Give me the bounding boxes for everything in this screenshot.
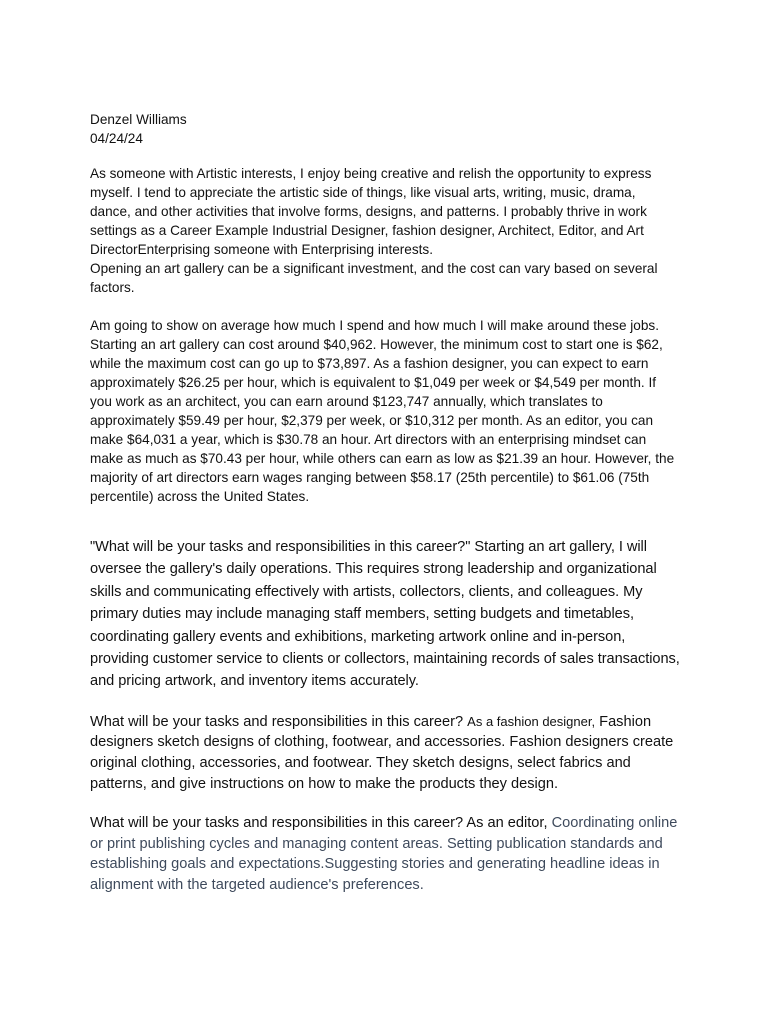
intro-paragraph: As someone with Artistic interests, I enjoy being creative and relish the opportunity to express myself. I tend to appreciate the artistic side of things, like visual arts, writing, music, drama, dance, and other activities that involve forms, designs, and patterns. I probably thrive in work settings as a Career Example Industrial Designer, fashion designer, Architect, Editor, and Art DirectorEnterprising someone with Enterprising interests.: [90, 166, 652, 257]
document-page: [90, 110, 680, 896]
spacer: [90, 148, 680, 164]
fashion-duties: Fashion designers sketch designs of clothing, footwear, and accessories. Fashion designers create original clothing, accessories, and footwear. They sketch designs, select fabrics and patterns, and give instructions on how to make the products they design.: [90, 713, 674, 792]
editor-question: What will be your tasks and responsibilities in this career? As an editor,: [90, 815, 552, 832]
editor-duties: Coordinating online or print publishing cycles and managing content areas. Setting publication standards and establishing goals and expectations.Suggesting stories and generating headline ideas in alignment with the targeted audience's preferences.: [90, 815, 678, 893]
author-name: Denzel Williams: [90, 112, 187, 127]
spacer: [90, 506, 680, 536]
earnings-paragraph: Am going to show on average how much I spend and how much I will make around these jobs. Starting an art gallery can cost around $40,962. However, the minimum cost to start one is $62, while the maximum cost can go up to $73,897. As a fashion designer, you can expect to earn approximately $26.25 per hour, which is equivalent to $1,049 per week or $4,549 per month. If you work as an architect, you can earn around $123,747 annually, which translates to approximately $59.49 per hour, $2,379 per week, or $10,312 per month. As an editor, you can make $64,031 a year, which is $30.78 an hour. Art directors with an enterprising mindset can make as much as $70.43 per hour, while others can earn as low as $21.39 an hour. However, the majority of art directors earn wages ranging between $58.17 (25th percentile) to $61.06 (75th percentile) across the United States.: [90, 318, 675, 504]
spacer: [90, 297, 680, 316]
document-date: 04/24/24: [90, 131, 143, 146]
fashion-responsibilities-paragraph: [90, 712, 680, 794]
spacer: [90, 794, 680, 813]
fashion-role-label: As a fashion designer,: [467, 713, 596, 729]
spacer: [90, 693, 680, 712]
intro-cost-paragraph: Opening an art gallery can be a significant investment, and the cost can vary based on several factors.: [90, 261, 658, 295]
editor-responsibilities-paragraph: [90, 813, 680, 895]
gallery-responsibilities-paragraph: "What will be your tasks and responsibilities in this career?" Starting an art gallery, I will oversee the gallery's daily operations. This requires strong leadership and organizational skills and communicating effectively with artists, collectors, clients, and colleagues. My primary duties may include managing staff members, setting budgets and timetables, coordinating gallery events and exhibitions, marketing artwork online and in-person, providing customer service to clients or collectors, maintaining records of sales transactions, and pricing artwork, and inventory items accurately.: [90, 539, 680, 690]
fashion-question: What will be your tasks and responsibilities in this career?: [90, 713, 468, 730]
